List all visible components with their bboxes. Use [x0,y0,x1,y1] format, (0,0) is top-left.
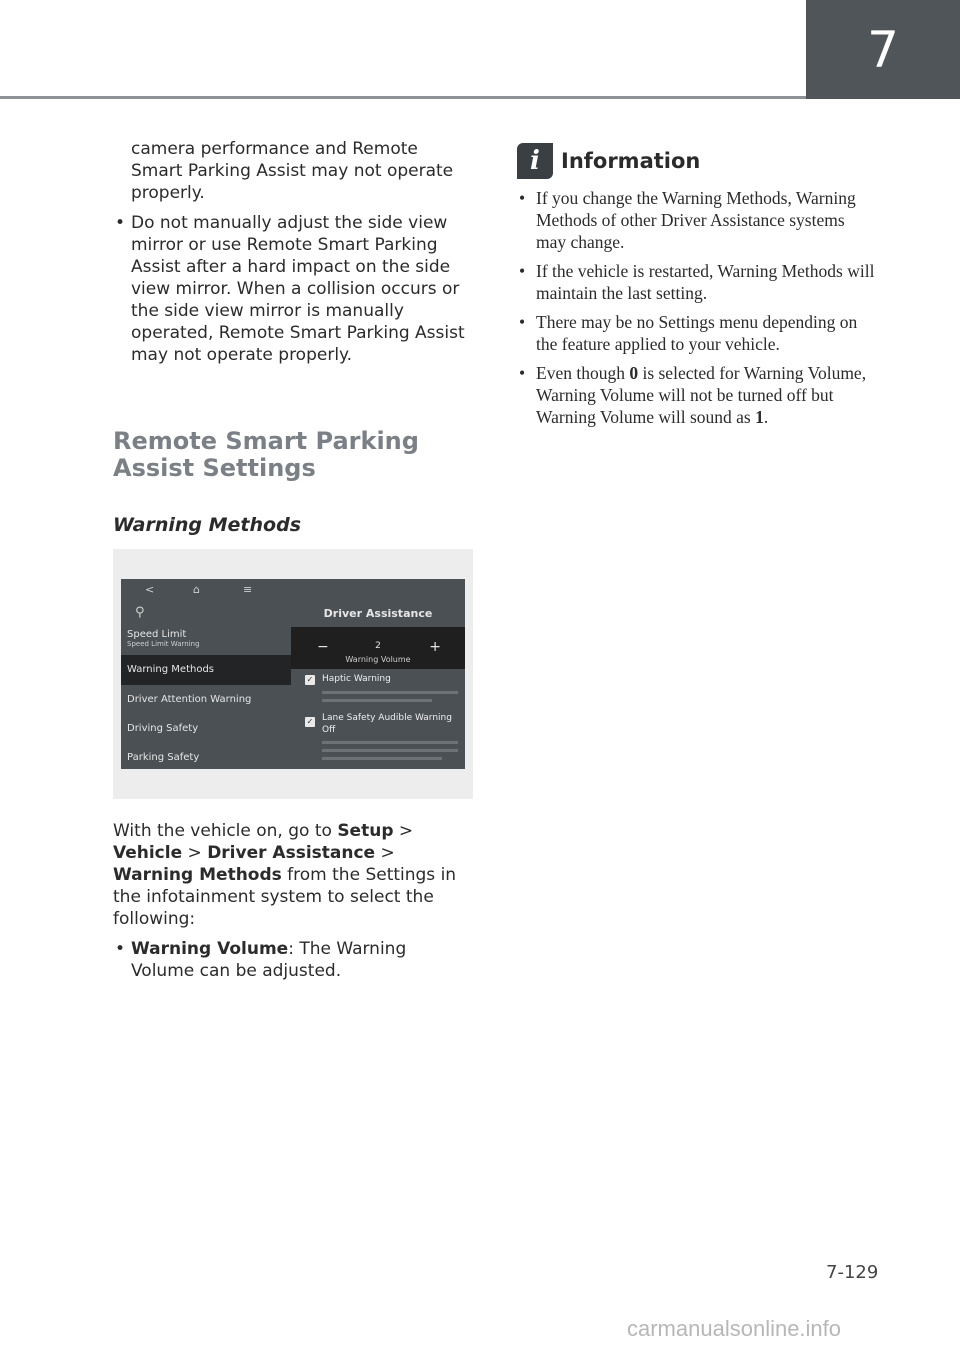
nav-vehicle: Vehicle [113,843,183,863]
menu-item-parking-safety: Parking Safety [127,752,200,763]
menu-item-warning-methods [121,655,291,685]
nav-paragraph [113,820,473,930]
bullet-dot: • [115,939,126,959]
search-icon: ⚲ [135,605,145,620]
option-desc-line [322,749,458,752]
bullet-dot: • [519,363,526,383]
nav-sep: > [187,843,202,863]
continued-paragraph: camera performance and Remote Smart Parking Assist may not operate properly. [131,139,454,203]
bullet-dot: • [519,188,526,208]
menu-label: Warning Methods [127,664,215,675]
warning-volume-text: : The Warning Volume can be adjusted. [131,939,407,981]
chapter-tab [806,0,960,99]
infotainment-screen [121,579,465,769]
section-title: Remote Smart Parking Assist Settings [113,427,419,482]
nav-sep: > [380,843,395,863]
list-item [113,212,473,366]
volume-control [291,627,465,669]
info-bullet-text: If you change the Warning Methods, Warning Methods of other Driver Assistance systems may change. [536,188,856,252]
plus-icon: + [429,639,441,655]
navigation-instructions [113,820,473,982]
chapter-number: 7 [867,20,899,79]
information-box [517,143,879,435]
left-column [113,138,473,366]
home-icon: ⌂ [193,583,200,596]
bullet-dot: • [519,261,526,281]
bullet-dot: • [519,312,526,332]
info-bullet-bold: 1 [755,407,764,427]
list-item [113,938,473,982]
info-header [517,143,879,179]
list-item [517,260,879,304]
info-bullet-text: . [763,407,769,427]
back-icon: < [145,583,155,596]
menu-icon: ≡ [243,583,253,596]
nav-sep: > [398,821,414,841]
list-item [517,362,879,428]
info-title: Information [561,149,701,173]
bullet-text: Do not manually adjust the side view mirror or use Remote Smart Parking Assist after a hard impact on the side view mirror. When a collision occurs or the side view mirror is manually operated, Remote Smart Parking Assist may not operate properly. [131,213,465,365]
header-rule [0,96,806,99]
page-number: 7-129 [826,1262,879,1283]
nav-driver-assistance: Driver Assistance [207,843,376,863]
subsection-title: Warning Methods [113,514,302,536]
option-lane-safety-value: Off [322,725,336,735]
screen-title: Driver Assistance [323,607,433,620]
list-item [517,187,879,253]
option-desc-line [322,699,432,702]
check-icon: ✓ [306,675,314,684]
menu-item-driving-safety: Driving Safety [127,723,199,734]
option-lane-safety: Lane Safety Audible Warning [322,713,452,723]
info-bullet-text: Even though [536,363,625,383]
info-bullet-text: There may be no Settings menu depending on the feature applied to your vehicle. [536,312,858,354]
info-bullet-bold: 0 [629,363,639,383]
watermark: carmanualsonline.info [627,1316,842,1341]
check-icon: ✓ [306,717,314,726]
volume-label: Warning Volume [345,655,411,664]
info-icon: i [517,143,553,179]
settings-figure [113,549,473,799]
info-bullet-text: is selected for Warning Volume, Warning Volume will not be turned off but Warning Volume will sound as [536,363,867,427]
nav-setup: Setup [337,821,394,841]
info-bullet-text: If the vehicle is restarted, Warning Methods will maintain the last setting. [536,261,875,303]
volume-value: 2 [375,641,381,651]
menu-sublabel: Speed Limit Warning [127,640,200,648]
minus-icon: − [317,639,329,655]
list-item [517,311,879,355]
nav-warning-methods: Warning Methods [113,865,282,885]
warning-volume-label: Warning Volume [131,939,289,959]
menu-item-speed-limit [121,629,291,648]
nav-intro: With the vehicle on, go to [113,821,332,841]
option-haptic: Haptic Warning [322,674,391,684]
option-desc-line [322,741,458,744]
menu-label: Speed Limit [127,629,187,640]
nav-outro: from the Settings in the infotainment system to select the following: [113,865,457,929]
menu-item-driver-attention: Driver Attention Warning [127,694,252,705]
option-desc-line [322,691,458,694]
info-list [517,187,879,428]
bullet-dot: • [115,213,126,233]
option-desc-line [322,757,442,760]
